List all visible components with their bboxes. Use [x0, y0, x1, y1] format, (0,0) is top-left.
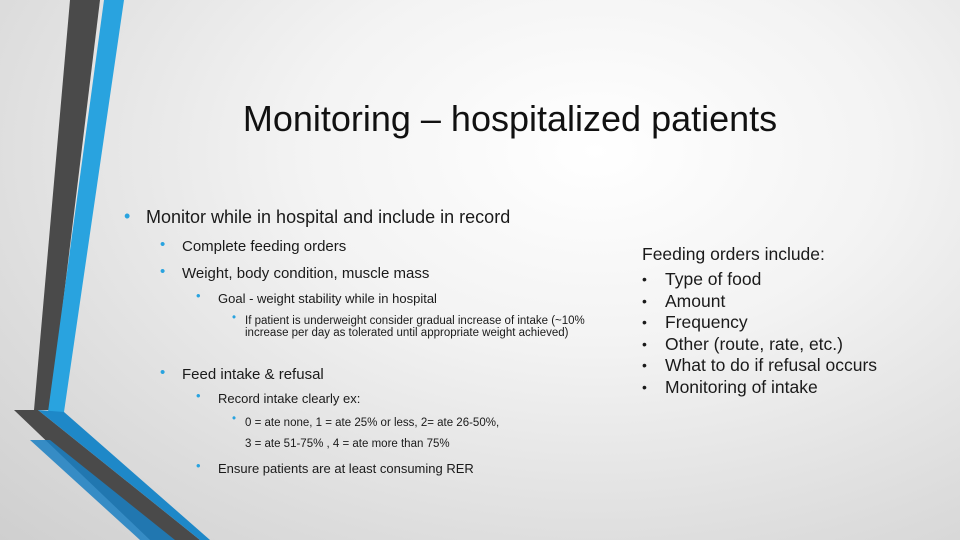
list-item-label: Type of food	[665, 269, 762, 289]
list-item-label: Monitoring of intake	[665, 376, 818, 397]
bullet-intake-scale-2: 3 = ate 51-75% , 4 = ate more than 75%	[245, 438, 450, 450]
bullet-ensure-rer: Ensure patients are at least consuming RER	[218, 461, 474, 476]
bullet-dot: •	[642, 314, 647, 331]
bullet-record-intake: Record intake clearly ex:	[218, 391, 361, 406]
list-item-label: Amount	[665, 290, 726, 311]
bullet-weight: Weight, body condition, muscle mass	[182, 265, 430, 282]
list-item	[642, 269, 877, 291]
list-item-label: Frequency	[665, 312, 748, 333]
bullet-dot: •	[642, 335, 647, 352]
bullet-feeding-orders: Complete feeding orders	[182, 238, 347, 255]
bullet-dot: •	[232, 312, 237, 324]
bullet-feed-intake: Feed intake & refusal	[182, 366, 324, 383]
list-item	[642, 355, 877, 377]
bullet-monitor: Monitor while in hospital and include in record	[146, 207, 511, 227]
list-item	[642, 377, 877, 399]
bullet-dot: •	[232, 413, 237, 425]
bullet-dot: •	[642, 292, 647, 309]
bullet-goal: Goal - weight stability while in hospital	[218, 291, 437, 306]
bullet-intake-scale-1: 0 = ate none, 1 = ate 25% or less, 2= ate 26-50%,	[245, 417, 500, 429]
decorative-stripes	[0, 0, 210, 540]
bullet-dot: •	[160, 263, 166, 280]
list-item-label: What to do if refusal occurs	[665, 355, 878, 376]
bullet-dot: •	[196, 288, 201, 303]
list-item-label: Other (route, rate, etc.)	[665, 333, 843, 354]
bullet-dot: •	[642, 378, 647, 395]
feeding-orders-list	[642, 269, 877, 399]
feeding-orders-box	[642, 244, 877, 399]
bullet-dot: •	[196, 388, 201, 403]
bullet-dot: •	[642, 357, 647, 374]
list-item	[642, 312, 877, 334]
list-item	[642, 291, 877, 313]
bullet-dot: •	[160, 236, 166, 253]
slide-title: Monitoring – hospitalized patients	[242, 98, 778, 139]
bullet-dot: •	[642, 271, 647, 287]
feeding-orders-heading: Feeding orders include:	[642, 244, 825, 264]
list-item	[642, 334, 877, 356]
bullet-dot: •	[124, 206, 131, 226]
bullet-dot: •	[160, 364, 166, 381]
dark-stripe-lower	[14, 410, 200, 540]
bullet-underweight: If patient is underweight consider gradual increase of intake (~10% increase per day as tolerated until appropriate weight achieved)	[245, 315, 585, 340]
bullet-dot: •	[196, 458, 201, 473]
